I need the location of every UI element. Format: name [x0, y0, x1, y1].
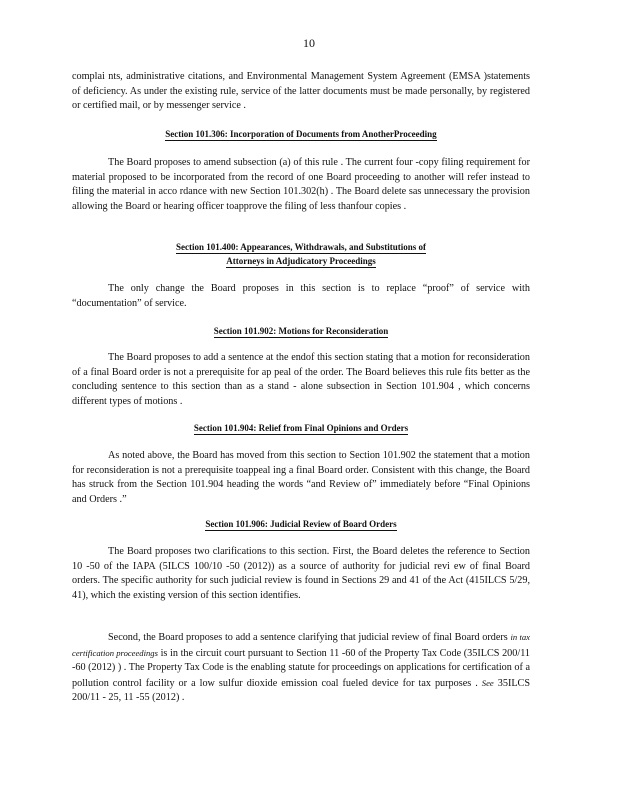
paragraph-101-906-second-part2: is in the circuit court pursuant to Section 11 -60 of the Property Tax Code (35ILCS 200/11 -60 (2012) ) . The Property Tax Code is the enabling statute for proceedings on applications for certification of a pollution control facility or a low sulfur dioxide emission coal fueled device for tax purposes .: [72, 647, 530, 689]
intro-paragraph: complai nts, administrative citations, and Environmental Management System Agreement (EMSA )statements of deficiency. As under the existing rule, service of the latter documents must be made personally, by registered or certified mail, or by messenger service .: [72, 71, 530, 112]
paragraph-101-902: The Board proposes to add a sentence at the endof this section stating that a motion for reconsideration of a final Board order is not a prerequisite for ap peal of the order. The Board believes this rule fits better as the concluding sentence to this section than as a stand - alone subsection in Section 101.904 , which concerns different types of motions .: [72, 352, 530, 407]
heading-101-904: [72, 422, 530, 434]
section-101-906-body-2: [72, 630, 530, 706]
section-101-400-body: [72, 282, 530, 311]
paragraph-101-906-first: The Board proposes two clarifications to this section. First, the Board deletes the reference to Section 10 -50 of the IAPA (5ILCS 100/10 -50 (2012)) as a source of authority for judicial revi ew of final Board orders. The specific authority for such judicial review is found in Sections 29 and 41 of the Act (415ILCS 5/29, 41), which the existing version of this section identifies.: [72, 546, 530, 601]
page-number: 10: [303, 36, 315, 50]
see-signal-italic: See: [481, 677, 494, 688]
heading-101-906: [72, 518, 530, 530]
heading-101-306-text: Section 101.306: Incorporation of Documents from AnotherProceeding: [165, 129, 437, 139]
heading-101-906-text: Section 101.906: Judicial Review of Board Orders: [205, 519, 397, 529]
tax-certification-italic: in tax certification proceedings: [72, 632, 530, 658]
paragraph-101-306: The Board proposes to amend subsection (a) of this rule . The current four -copy filing requirement for material proposed to be incorporated from the record of one Board proceeding to another will refer instead to filing the material in acco rdance with new Section 101.302(h) . The Board delete sas unnecessary the provision allowing the Board or hearing officer toapprove the filing of less thanfour copies .: [72, 157, 530, 212]
paragraph-101-906-second: [72, 630, 530, 706]
heading-101-902: [72, 325, 530, 337]
paragraph-101-906-second-part1: Second, the Board proposes to add a sentence clarifying that judicial review of final Board orders: [108, 632, 508, 643]
heading-101-902-text: Section 101.902: Motions for Reconsideration: [213, 326, 389, 336]
section-101-904-body: [72, 449, 530, 507]
intro-paragraph-block: [72, 70, 530, 114]
heading-101-400-line2: Attorneys in Adjudicatory Proceedings: [226, 256, 376, 266]
heading-101-400-line1: Section 101.400: Appearances, Withdrawals, and Substitutions of: [176, 242, 426, 252]
heading-101-400: [72, 241, 530, 267]
paragraph-101-906-second-part3: 35ILCS 200/11 - 25, 11 -55 (2012) .: [72, 677, 531, 704]
paragraph-101-904: As noted above, the Board has moved from this section to Section 101.902 the statement that a motion for reconsideration is not a prerequisite toappeal ing a final Board order. Consistent with this change, the Board has struck from the Section 101.904 heading the words “and Review of” immediately before “Final Opinions and Orders .”: [72, 450, 530, 505]
section-101-906-body-1: [72, 545, 530, 603]
heading-101-306: [72, 128, 530, 140]
section-101-902-body: [72, 351, 530, 409]
heading-101-904-text: Section 101.904: Relief from Final Opinions and Orders: [193, 423, 409, 433]
paragraph-101-400: The only change the Board proposes in this section is to replace “proof” of service with “documentation” of service.: [72, 283, 530, 309]
section-101-306-body: [72, 156, 530, 214]
